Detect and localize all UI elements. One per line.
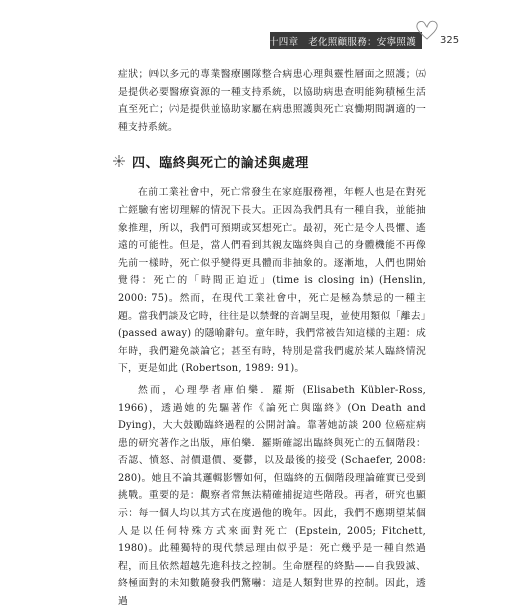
body-paragraph: 在前工業社會中，死亡常發生在家庭服務裡，年輕人也是在對死亡經驗有密切理解的情況下長大。正因為我們具有一種自我，並能抽象推理，所以，我們可預期或冥想死亡。最初，死亡是令人畏懼、遙遠的可能性。但是，當人們看到其親友臨終與自己的身體機能不再像先前一樣時，死亡似乎變得更具體而非抽象的。逐漸地，人們也開始覺得：死亡的「時間正迫近」(time is closing in) (Henslin, 2000: 75)。然而，在現代工業社會中，死亡是極為禁忌的一種主題。當我們談及它時，往往是以禁聲的音調呈現，並使用類似「離去」(passed away) 的隱喻辭句。童年時，我們常被告知這樣的主題：成年時，我們避免談論它；甚至有時，特別是當我們處於某人臨終情況下，更是如此 (Robertson, 1989: 91)。 <box>118 187 426 375</box>
running-header <box>0 30 520 54</box>
heart-icon <box>414 18 440 42</box>
page-number: 325 <box>440 35 460 46</box>
ornament-icon <box>112 154 126 168</box>
page-content <box>118 66 426 611</box>
body-paragraph: 然而，心理學者庫伯樂．羅斯 (Elisabeth Kübler-Ross, 1966)，透過她的先驅著作《論死亡與臨終》(On Death and Dying)，大大鼓勵臨終過程的公開討論。靠著她訪談 200 位癌症病患的研究著作之出版，庫伯樂．羅斯確認出臨終與死亡的五個階段：否認、憤怒、討價還價、憂鬱，以及最後的接受 (Schaefer, 2008: 280)。她且不論其邏輯影響如何，但臨終的五個階段理論確實已受到挑戰。重要的是：觀察者常無法精確捕捉這些階段。再者，研究也顯示：每一個人均以其方式在度過他的晚年。因此，我們不應期望某個人是以任何特殊方式來面對死亡 (Epstein, 2005; Fitchett, 1980)。此種獨特的現代禁忌理由似乎是：死亡幾乎是一種自然過程，而且依然超越先進科技之控制。生命歷程的終點——自我毀滅、終極面對的未知數隨發我們驚嚇：這是人類對世界的控制。因此，透過 <box>118 384 426 608</box>
chapter-title-bar <box>259 32 422 49</box>
section-heading-text: 四、臨終與死亡的論述與處理 <box>132 155 309 171</box>
intro-paragraph: 症狀；㈣以多元的專業醫療團隊整合病患心理與靈性層面之照護；㈤是提供必要醫療資源的一種支持系統，以協助病患查明能夠積極生活直至死亡；㈥是提供並協助家屬在病患照護與死亡哀慟期間調適的一種支持系統。 <box>118 69 426 133</box>
chapter-title: 第十四章 老化照顧服務：安寧照護 <box>259 36 416 48</box>
section-heading <box>112 150 426 172</box>
